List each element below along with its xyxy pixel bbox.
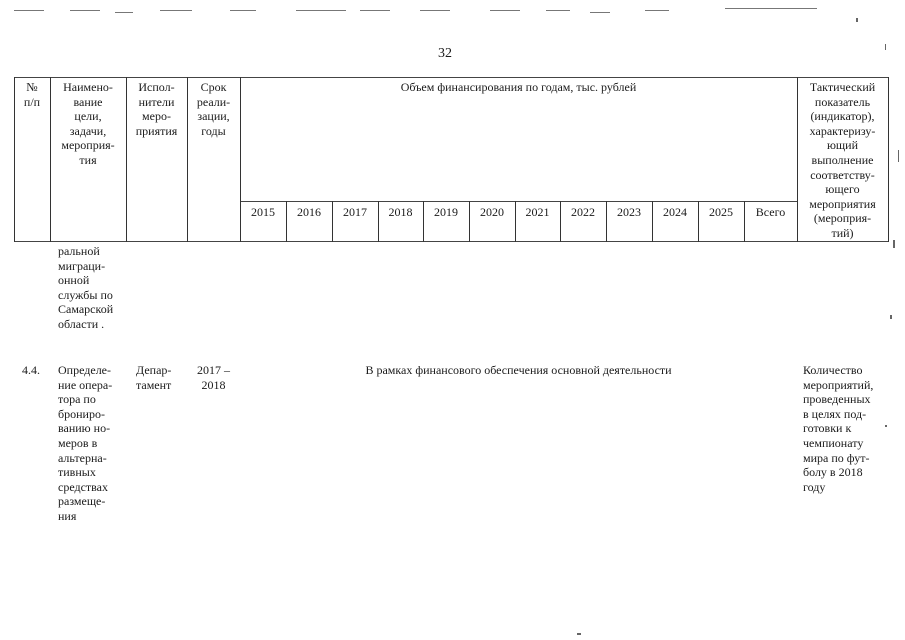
year-2016: 2016 [297, 205, 321, 219]
year-2020: 2020 [480, 205, 504, 219]
row-4-4-term: 2017 – 2018 [197, 363, 230, 392]
header-name: Наимено- вание цели, задачи, мероприя- тия [61, 80, 115, 167]
row-4-4-executor: Депар- тамент [136, 363, 172, 392]
header-executor: Испол- нители меро- приятия [135, 80, 178, 138]
row-4-4-number: 4.4. [22, 363, 40, 377]
year-2025: 2025 [709, 205, 733, 219]
year-2018: 2018 [388, 205, 413, 219]
header-funding: Объем финансирования по годам, тыс. рублей [400, 80, 637, 94]
page-number: 32 [438, 46, 452, 61]
year-2022: 2022 [571, 205, 595, 219]
year-2023: 2023 [617, 205, 641, 219]
header-indicator: Тактический показатель (индикатор), характеризу- ющий выполнение соответству- ющего мероприятия (мероприя- тий) [809, 80, 876, 240]
year-total: Всего [755, 205, 786, 219]
row-continuation-name: ральной миграци- онной службы по Самарской области . [58, 244, 114, 331]
year-2019: 2019 [434, 205, 458, 219]
header-term: Срок реали- зации, годы [196, 80, 231, 138]
row-4-4-funding: В рамках финансового обеспечения основной деятельности [365, 363, 672, 377]
year-2024: 2024 [663, 205, 687, 219]
year-2017: 2017 [343, 205, 367, 219]
year-2015: 2015 [251, 205, 275, 219]
row-4-4-indicator: Количество мероприятий, проведенных в целях под- готовки к чемпионату мира по фут- болу в 2018 году [803, 363, 874, 494]
header-number: № п/п [23, 80, 41, 109]
year-2021: 2021 [525, 205, 550, 219]
row-4-4-name: Определе- ние опера- тора по брониро- ванию но- меров в альтерна- тивных средствах размеще- ния [58, 363, 113, 523]
